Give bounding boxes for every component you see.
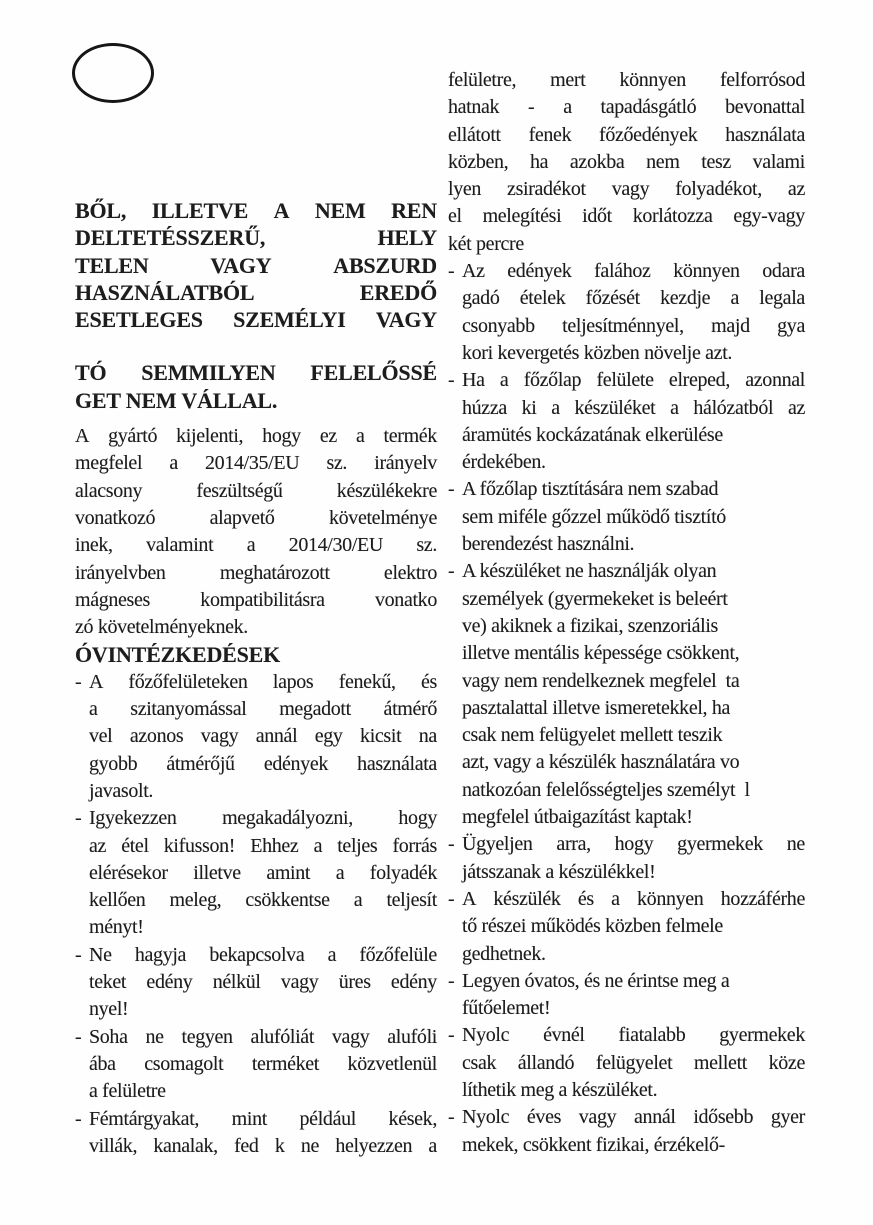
bullet-dash: - (448, 260, 455, 283)
text-line: ményt! (89, 916, 144, 939)
text-line: javasolt. (89, 779, 154, 802)
text-line: Soha ne tegyen alufóliát vagy alufóli (89, 1025, 437, 1048)
text-line: gyobb átmérőjű edények használata (89, 752, 437, 775)
bullet-item (75, 942, 437, 1024)
text-line: Ha a főzőlap felülete elreped, azonnal (462, 369, 805, 392)
text-line: ÓVINTÉZKEDÉSEK (75, 642, 281, 668)
text-line: Ne hagyja bekapcsolva a főzőfelüle (89, 943, 437, 966)
text-line: ellátott fenek főzőedények használata (448, 123, 805, 146)
text-line: Legyen óvatos, és ne érintse meg a (462, 969, 730, 992)
bullet-dash: - (75, 943, 82, 966)
text-line: zó követelményeknek. (75, 616, 248, 639)
bullet-dash: - (448, 969, 455, 992)
section-heading (75, 359, 437, 414)
text-line: teket edény nélkül vagy üres edény (89, 971, 437, 994)
text-line: nyel! (89, 998, 129, 1021)
bullet-item (75, 1024, 437, 1106)
right-column (448, 67, 805, 1159)
text-line: ve) akiknek a fizikai, szenzoriális (462, 614, 718, 637)
text-line: DELTETÉSSZERŰ, HELY (75, 225, 437, 251)
text-line: TELEN VAGY ABSZURD (75, 252, 437, 278)
text-line: gedhetnek. (462, 942, 546, 965)
text-line: natkozóan felelősségteljes személyt l (462, 778, 750, 801)
text-line: mágneses kompatibilitásra vonatko (75, 588, 437, 611)
text-line: inek, valamint a 2014/30/EU sz. (75, 534, 437, 557)
bullet-item (448, 1104, 805, 1159)
text-line: csonyabb teljesítménnyel, majd gya (462, 314, 805, 337)
bullet-dash: - (448, 560, 455, 583)
text-line: a szitanyomással megadott átmérő (89, 698, 437, 721)
bullet-dash: - (448, 833, 455, 856)
text-line: vagy nem rendelkeznek megfelel ta (462, 669, 740, 692)
text-line: azt, vagy a készülék használatára vo (462, 751, 740, 774)
bullet-item (448, 258, 805, 367)
text-line: csak állandó felügyelet mellett köze (462, 1051, 805, 1074)
bullet-dash: - (448, 478, 455, 501)
text-line: kellően meleg, csökkentse a teljesít (89, 889, 437, 912)
bullet-dash: - (448, 887, 455, 910)
bullet-dash: - (75, 1107, 82, 1130)
bullet-item (75, 1106, 437, 1161)
bullet-item (75, 805, 437, 941)
text-line: lyen zsiradékot vagy folyadékot, az (448, 178, 805, 201)
text-line: berendezést használni. (462, 533, 635, 556)
bullet-dash: - (75, 1025, 82, 1048)
text-line: az étel kifusson! Ehhez a teljes forrás (89, 834, 437, 857)
text-line: ába csomagolt terméket közvetlenül (89, 1052, 437, 1075)
bullet-item (448, 367, 805, 476)
bullet-dash: - (448, 1024, 455, 1047)
bullet-item (448, 886, 805, 968)
text-line: A készülék és a könnyen hozzáférhe (462, 887, 805, 910)
paragraph (448, 67, 805, 258)
bullet-item (448, 476, 805, 558)
text-line: Az edények falához könnyen odara (462, 260, 805, 283)
text-line: személyek (gyermekeket is beleért (462, 587, 728, 610)
bullet-item (75, 669, 437, 805)
text-line: a felületre (89, 1080, 166, 1103)
text-line: felületre, mert könnyen felforrósod (448, 69, 805, 91)
text-line: közben, ha azokba nem tesz valami (448, 150, 805, 173)
text-line: vel azonos vagy annál egy kicsit na (89, 725, 437, 748)
text-line: két percre (448, 232, 524, 255)
text-line: Fémtárgyakat, mint például kések, (89, 1107, 437, 1130)
section-heading (75, 641, 437, 668)
bullet-item (448, 558, 805, 831)
text-line: illetve mentális képessége csökkent, (462, 642, 740, 665)
text-line: érdekében. (462, 451, 546, 474)
text-line: alacsony feszültségű készülékekre (75, 479, 437, 502)
text-line: ESETLEGES SZEMÉLYI VAGY (75, 307, 437, 333)
left-column (75, 197, 437, 1160)
text-line: fűtőelemet! (462, 997, 551, 1020)
text-line: A készüléket ne használják olyan (462, 560, 717, 583)
text-line: líthetik meg a készüléket. (462, 1078, 658, 1101)
bullet-dash: - (448, 1106, 455, 1129)
bullet-dash: - (448, 369, 455, 392)
text-line: kori kevergetés közben növelje azt. (462, 341, 733, 364)
text-line: tő részei működés közben felmele (462, 915, 723, 938)
text-line: megfelel útbaigazítást kaptak! (462, 806, 693, 829)
text-line: mekek, csökkent fizikai, érzékelő- (462, 1133, 725, 1156)
text-line: HASZNÁLATBÓL EREDŐ (75, 279, 437, 305)
text-line: GET NEM VÁLLAL. (75, 387, 278, 413)
text-line: A gyártó kijelenti, hogy ez a termék (75, 425, 437, 448)
text-line: Ügyeljen arra, hogy gyermekek ne (462, 833, 805, 856)
bullet-item (448, 831, 805, 886)
paragraph (75, 423, 437, 641)
bullet-item (448, 1022, 805, 1104)
text-line: sem miféle gőzzel működő tisztító (462, 505, 726, 528)
bullet-dash: - (75, 670, 82, 693)
text-line: BŐL, ILLETVE A NEM REN (75, 198, 437, 223)
text-line: irányelvben meghatározott elektro (75, 561, 437, 584)
text-line: el melegítési időt korlátozza egy-vagy (448, 205, 805, 228)
text-line: TÓ SEMMILYEN FELELŐSSÉ (75, 360, 437, 386)
text-line: villák, kanalak, fed k ne helyezzen a (89, 1134, 437, 1157)
text-line: pasztalattal illetve ismeretekkel, ha (462, 696, 731, 719)
text-line: játsszanak a készülékkel! (462, 860, 656, 883)
text-line: hatnak - a tapadásgátló bevonattal (448, 96, 805, 119)
text-line: Nyolc éves vagy annál idősebb gyer (462, 1106, 805, 1129)
text-line: áramütés kockázatának elkerülése (462, 423, 723, 446)
section-heading (75, 197, 437, 333)
text-line: csak nem felügyelet mellett teszik (462, 724, 723, 747)
text-line: elérésekor illetve amint a folyadék (89, 861, 437, 884)
text-line: A főzőlap tisztítására nem szabad (462, 478, 719, 501)
oval-mark (72, 43, 154, 103)
text-line: vonatkozó alapvető követelménye (75, 506, 437, 529)
bullet-dash: - (75, 807, 82, 830)
bullet-item (448, 968, 805, 1023)
text-line: Nyolc évnél fiatalabb gyermekek (462, 1024, 805, 1047)
text-line: megfelel a 2014/35/EU sz. irányelv (75, 452, 437, 475)
text-line: Igyekezzen megakadályozni, hogy (89, 807, 437, 830)
text-line: A főzőfelületeken lapos fenekű, és (89, 670, 437, 693)
text-line: gadó ételek főzését kezdje a legala (462, 287, 805, 310)
text-line: húzza ki a készüléket a hálózatból az (462, 396, 805, 419)
